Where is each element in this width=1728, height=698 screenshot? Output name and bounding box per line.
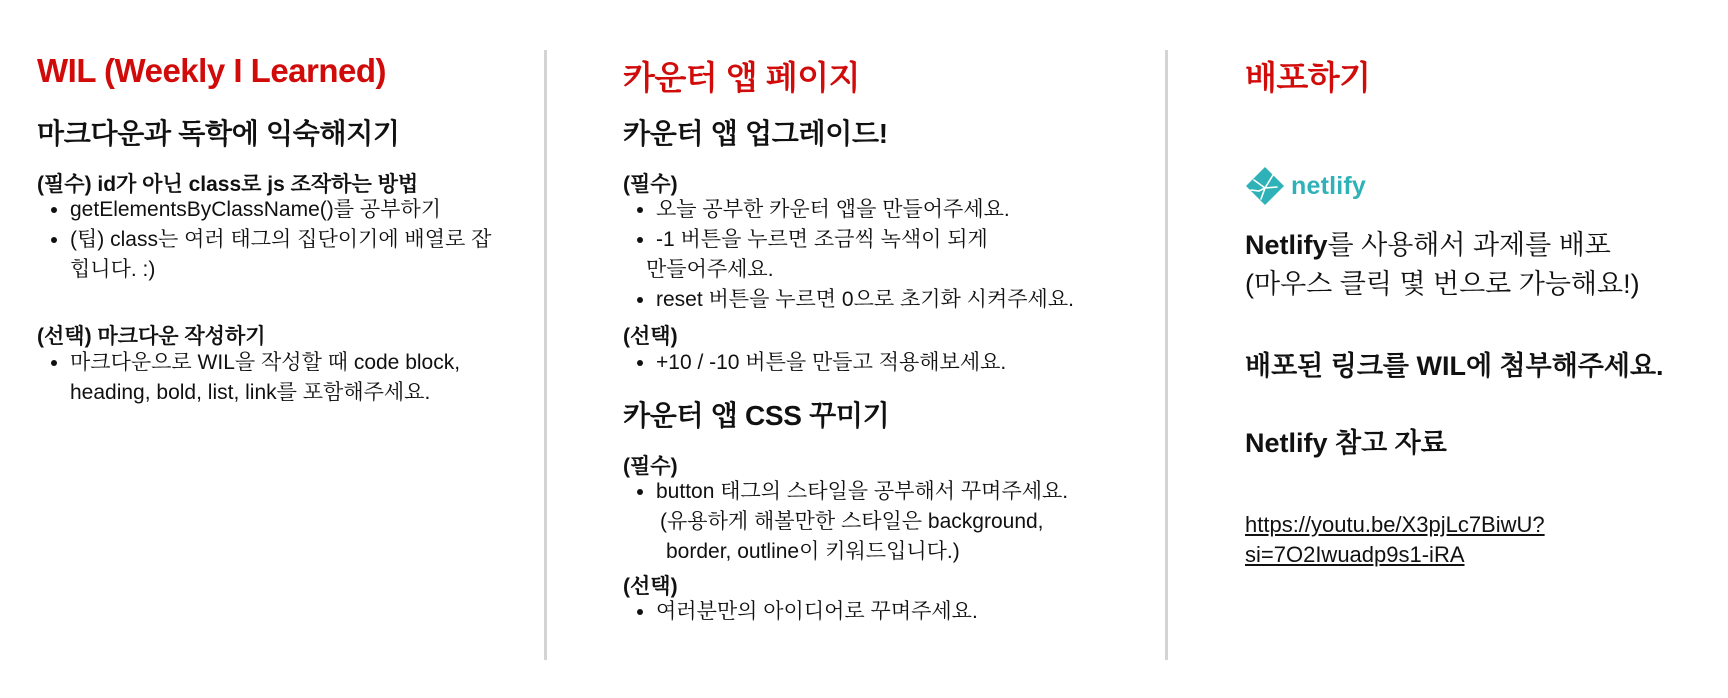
- list-item: • +10 / -10 버튼을 만들고 적용해보세요.: [656, 348, 1006, 378]
- deploy-instruction-note: (마우스 클릭 몇 번으로 가능해요!): [1245, 269, 1640, 299]
- list-item: • 오늘 공부한 카운터 앱을 만들어주세요.: [656, 195, 1074, 225]
- list-item-continuation: (유용하게 해볼만한 스타일은 background,: [660, 510, 1044, 533]
- netlify-logo: [1245, 166, 1366, 206]
- wil-title: WIL (Weekly I Learned): [37, 52, 387, 89]
- list-item: • 여러분만의 아이디어로 꾸며주세요.: [656, 597, 978, 627]
- deploy-instruction-text: 를 사용해서 과제를 배포: [1327, 230, 1611, 260]
- list-item: • reset 버튼을 누르면 0으로 초기화 시켜주세요.: [656, 285, 1074, 315]
- list-item-continuation: 힙니다. :): [70, 258, 156, 281]
- optional-list: [623, 597, 978, 627]
- required-list: [623, 195, 1074, 315]
- netlify-icon: [1245, 166, 1285, 206]
- required-list: [37, 195, 491, 285]
- list-item-continuation: 만들어주세요.: [646, 258, 774, 281]
- attach-link-note: 배포된 링크를 WIL에 첨부해주세요.: [1245, 351, 1664, 381]
- optional-list: [37, 348, 460, 408]
- counter-css-subtitle: 카운터 앱 CSS 꾸미기: [623, 400, 890, 431]
- list-item: • (팁) class는 여러 태그의 집단이기에 배열로 잡 힙니다. :): [70, 225, 491, 285]
- link-line: si=7O2Iwuadp9s1-iRA: [1245, 542, 1465, 567]
- list-item: • button 태그의 스타일을 공부해서 꾸며주세요. (유용하게 해볼만한 스타일은 background, border, outline이 키워드입니다.): [656, 477, 1068, 567]
- required-label: (필수): [623, 455, 678, 478]
- link-line: https://youtu.be/X3pjLc7BiwU?: [1245, 512, 1545, 537]
- optional-label: (선택) 마크다운 작성하기: [37, 325, 266, 348]
- optional-label: (선택): [623, 325, 678, 348]
- list-item: • getElementsByClassName()를 공부하기: [70, 195, 491, 225]
- wil-subtitle: 마크다운과 독학에 익숙해지기: [37, 118, 400, 149]
- required-label: (필수) id가 아닌 class로 js 조작하는 방법: [37, 173, 419, 196]
- counter-title: 카운터 앱 페이지: [623, 59, 860, 96]
- optional-label: (선택): [623, 575, 678, 598]
- netlify-reference-heading: Netlify 참고 자료: [1245, 428, 1447, 458]
- required-label: (필수): [623, 173, 678, 196]
- netlify-wordmark: netlify: [1291, 171, 1367, 200]
- list-item: • 마크다운으로 WIL을 작성할 때 code block, heading, bold, list, link를 포함해주세요.: [70, 348, 460, 408]
- list-item-continuation: border, outline이 키워드입니다.): [666, 540, 960, 563]
- deploy-title: 배포하기: [1245, 59, 1371, 96]
- deploy-instruction: [1245, 226, 1640, 304]
- column-divider: [1165, 50, 1168, 660]
- optional-list: [623, 348, 1006, 378]
- column-divider: [544, 50, 547, 660]
- netlify-bold: Netlify: [1245, 230, 1328, 260]
- counter-upgrade-subtitle: 카운터 앱 업그레이드!: [623, 118, 888, 149]
- required-list: [623, 477, 1068, 567]
- list-item: • -1 버튼을 누르면 조금씩 녹색이 되게 만들어주세요.: [656, 225, 1074, 285]
- netlify-reference-link[interactable]: [1245, 510, 1545, 570]
- list-item-continuation: heading, bold, list, link를 포함해주세요.: [70, 381, 431, 404]
